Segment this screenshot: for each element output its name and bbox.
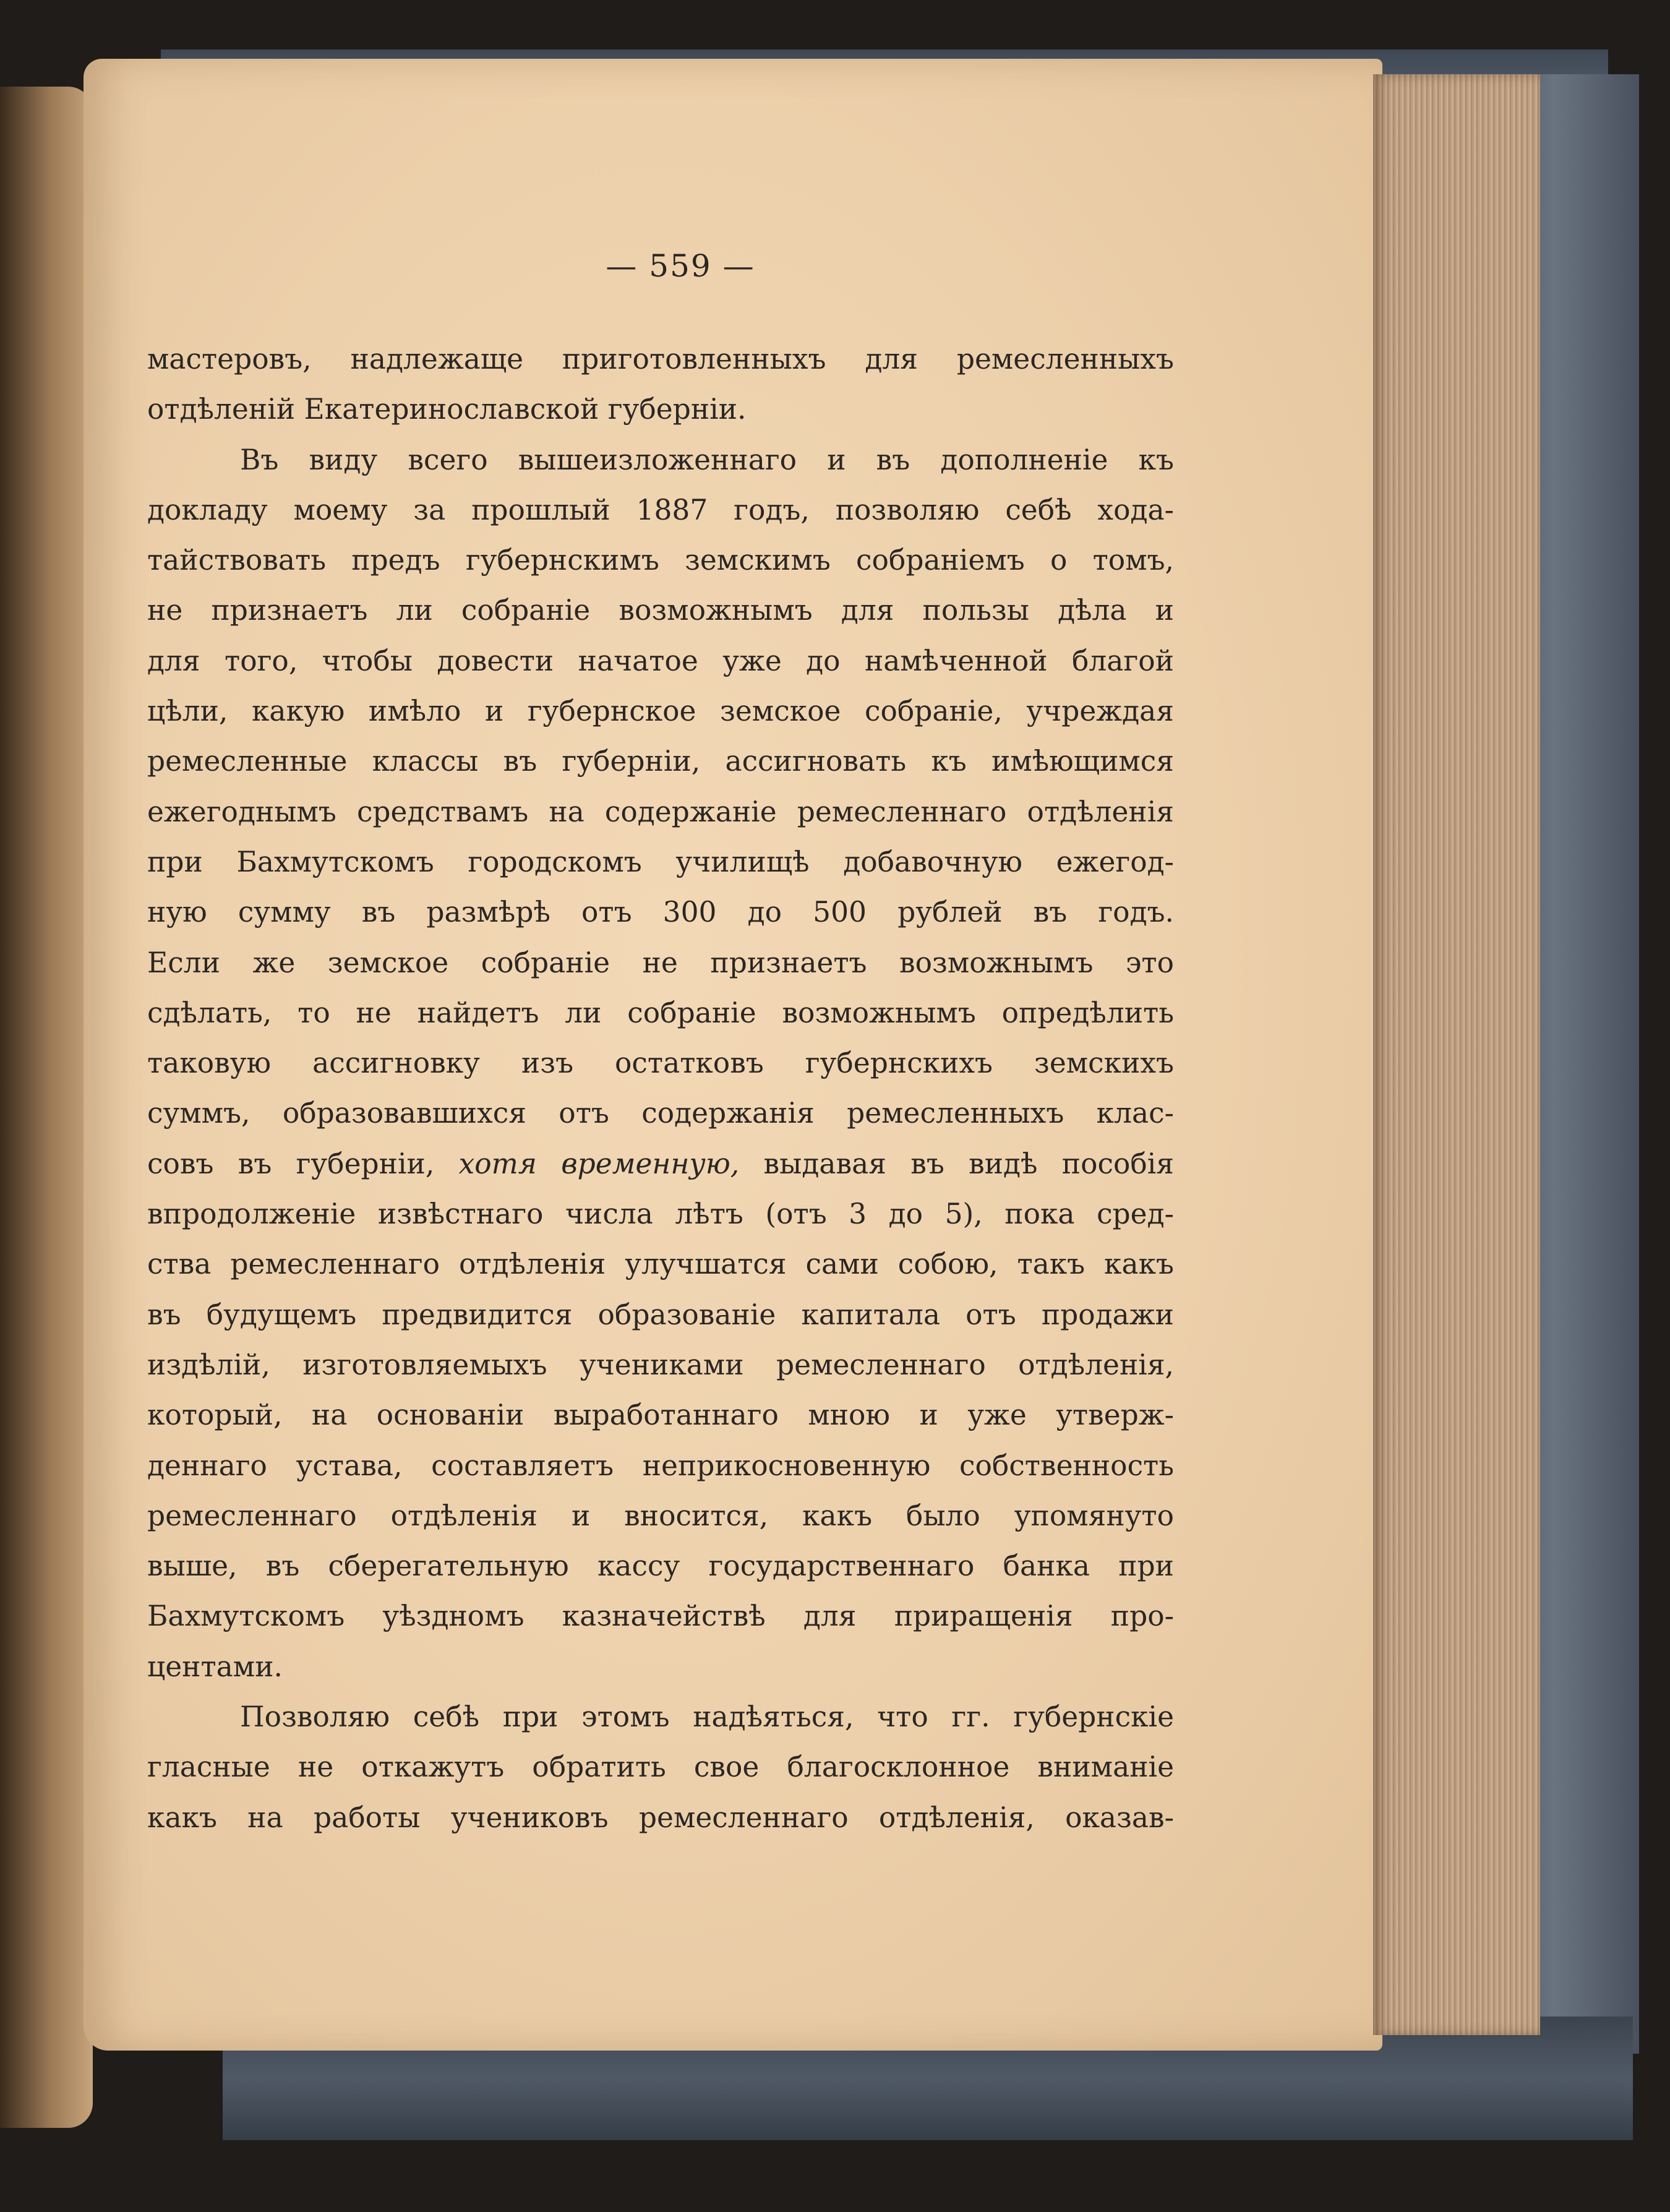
text-line: ства ремесленнаго отдѣленія улучшатся сами собою, такъ какъ [147,1248,1174,1281]
italic-emphasis: хотя временную, [458,1147,740,1180]
text-line: гласные не откажутъ обратить свое благосклонное вниманіе [147,1751,1174,1784]
text-line: ежегоднымъ средствамъ на содержаніе ремесленнаго отдѣленія [147,795,1174,828]
text-line: деннаго устава, составляетъ неприкосновенную собственность [147,1449,1174,1482]
text-segment: выдавая въ видѣ пособія [763,1147,1174,1180]
text-line: центами. [147,1650,283,1683]
facing-page-edge [0,87,93,2128]
text-line: издѣлій, изготовляемыхъ учениками ремесленнаго отдѣленія, [147,1348,1174,1381]
text-line: впродолженіе извѣстнаго числа лѣтъ (отъ 3 до 5), пока сред- [147,1198,1174,1231]
text-line: ремесленнаго отдѣленія и вносится, какъ было упомянуто [147,1499,1174,1532]
text-line: таковую ассигновку изъ остатковъ губернскихъ земскихъ [147,1047,1174,1080]
text-line: мастеровъ, надлежаще приготовленныхъ для ремесленныхъ [147,343,1174,375]
text-line: сдѣлать, то не найдетъ ли собраніе возможнымъ опредѣлить [147,996,1174,1029]
text-line: тайствовать предъ губернскимъ земскимъ собраніемъ о томъ, [147,544,1174,577]
text-line: при Бахмутскомъ городскомъ училищѣ добавочную ежегод- [147,845,1174,878]
text-line: ремесленные классы въ губерніи, ассигновать къ имѣющимся [147,745,1174,778]
text-line: Если же земское собраніе не признаетъ возможнымъ это [147,946,1174,979]
text-line: не признаетъ ли собраніе возможнымъ для пользы дѣла и [147,594,1174,627]
page-number: — 559 — [606,248,755,284]
paragraph-first-line: Въ виду всего вышеизложеннаго и въ дополненіе къ [240,443,1174,476]
text-line: какъ на работы учениковъ ремесленнаго отдѣленія, оказав- [147,1801,1174,1834]
text-segment: совъ въ губерніи, [147,1147,435,1180]
body-text [147,334,1174,1843]
text-line: для того, чтобы довести начатое уже до намѣченной благой [147,644,1174,677]
page-stack-fore-edge [1373,74,1540,2035]
text-line-with-emphasis [147,1139,1174,1189]
text-line: цѣли, какую имѣло и губернское земское собраніе, учреждая [147,695,1174,728]
text-line: выше, въ сберегательную кассу государственнаго банка при [147,1550,1174,1583]
text-line: ную сумму въ размѣрѣ отъ 300 до 500 рублей въ годъ. [147,896,1174,929]
text-line: Бахмутскомъ уѣздномъ казначействѣ для приращенія про- [147,1600,1174,1633]
text-line: отдѣленій Екатеринославской губерніи. [147,393,747,426]
paragraph-first-line: Позволяю себѣ при этомъ надѣяться, что гг. губернскіе [240,1700,1174,1734]
text-line: суммъ, образовавшихся отъ содержанія ремесленныхъ клас- [147,1097,1174,1130]
text-line: который, на основаніи выработаннаго мною и уже утверж- [147,1399,1174,1432]
text-line: докладу моему за прошлый 1887 годъ, позволяю себѣ хода- [147,493,1174,526]
text-line: въ будущемъ предвидится образованіе капитала отъ продажи [147,1298,1174,1331]
